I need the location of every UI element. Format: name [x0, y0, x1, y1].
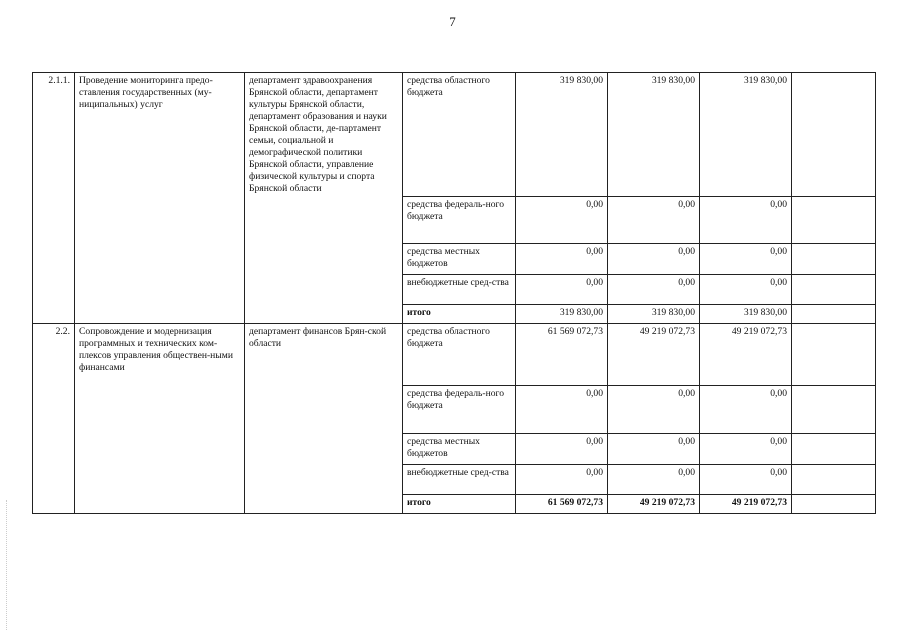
- value-cell: 0,00: [516, 244, 608, 275]
- value-cell: 0,00: [700, 244, 792, 275]
- total-value: 319 830,00: [608, 305, 700, 324]
- value-cell: 0,00: [516, 465, 608, 495]
- empty-cell: [792, 465, 876, 495]
- value-cell: 0,00: [608, 197, 700, 244]
- value-cell: 0,00: [516, 434, 608, 465]
- value-cell: 0,00: [700, 434, 792, 465]
- row-name: Проведение мониторинга предо-ставления государственных (му-ниципальных) услуг: [75, 73, 245, 324]
- total-value: 49 219 072,73: [700, 495, 792, 514]
- empty-cell: [792, 434, 876, 465]
- value-cell: 0,00: [516, 197, 608, 244]
- source-label: средства федераль-ного бюджета: [403, 197, 516, 244]
- table-row: [33, 73, 876, 197]
- empty-cell: [792, 197, 876, 244]
- total-value: 319 830,00: [516, 305, 608, 324]
- row-executor: департамент финансов Брян-ской области: [245, 324, 403, 514]
- total-value: 49 219 072,73: [608, 495, 700, 514]
- value-cell: 0,00: [608, 434, 700, 465]
- source-label: средства областного бюджета: [403, 324, 516, 386]
- value-cell: 0,00: [700, 275, 792, 305]
- source-label: средства областного бюджета: [403, 73, 516, 197]
- scan-artifact: [6, 500, 17, 630]
- total-label: итого: [403, 305, 516, 324]
- total-value: 61 569 072,73: [516, 495, 608, 514]
- value-cell: 0,00: [608, 275, 700, 305]
- row-name: Сопровождение и модернизация программных и технических ком-плексов управления обществен-ными финансами: [75, 324, 245, 514]
- source-label: внебюджетные сред-ства: [403, 275, 516, 305]
- value-cell: 319 830,00: [700, 73, 792, 197]
- total-label: итого: [403, 495, 516, 514]
- table-row: [33, 324, 876, 386]
- value-cell: 0,00: [516, 275, 608, 305]
- empty-cell: [792, 73, 876, 197]
- value-cell: 0,00: [700, 465, 792, 495]
- value-cell: 49 219 072,73: [608, 324, 700, 386]
- value-cell: 61 569 072,73: [516, 324, 608, 386]
- value-cell: 319 830,00: [516, 73, 608, 197]
- empty-cell: [792, 386, 876, 434]
- row-code: 2.2.: [33, 324, 75, 514]
- total-value: 319 830,00: [700, 305, 792, 324]
- budget-table: [32, 72, 876, 514]
- value-cell: 0,00: [700, 386, 792, 434]
- source-label: средства федераль-ного бюджета: [403, 386, 516, 434]
- empty-cell: [792, 324, 876, 386]
- empty-cell: [792, 305, 876, 324]
- row-executor: департамент здравоохранения Брянской области, департамент культуры Брянской области, департамент образования и науки Брянской области, де-партамент семьи, социальной и демографической политики Брянской области, управление физической культуры и спорта Брянской области: [245, 73, 403, 324]
- page-number: 7: [449, 14, 456, 29]
- value-cell: 0,00: [700, 197, 792, 244]
- value-cell: 0,00: [608, 244, 700, 275]
- value-cell: 319 830,00: [608, 73, 700, 197]
- value-cell: 0,00: [608, 465, 700, 495]
- value-cell: 0,00: [608, 386, 700, 434]
- value-cell: 0,00: [516, 386, 608, 434]
- empty-cell: [792, 244, 876, 275]
- empty-cell: [792, 495, 876, 514]
- source-label: внебюджетные сред-ства: [403, 465, 516, 495]
- source-label: средства местных бюджетов: [403, 434, 516, 465]
- empty-cell: [792, 275, 876, 305]
- value-cell: 49 219 072,73: [700, 324, 792, 386]
- source-label: средства местных бюджетов: [403, 244, 516, 275]
- row-code: 2.1.1.: [33, 73, 75, 324]
